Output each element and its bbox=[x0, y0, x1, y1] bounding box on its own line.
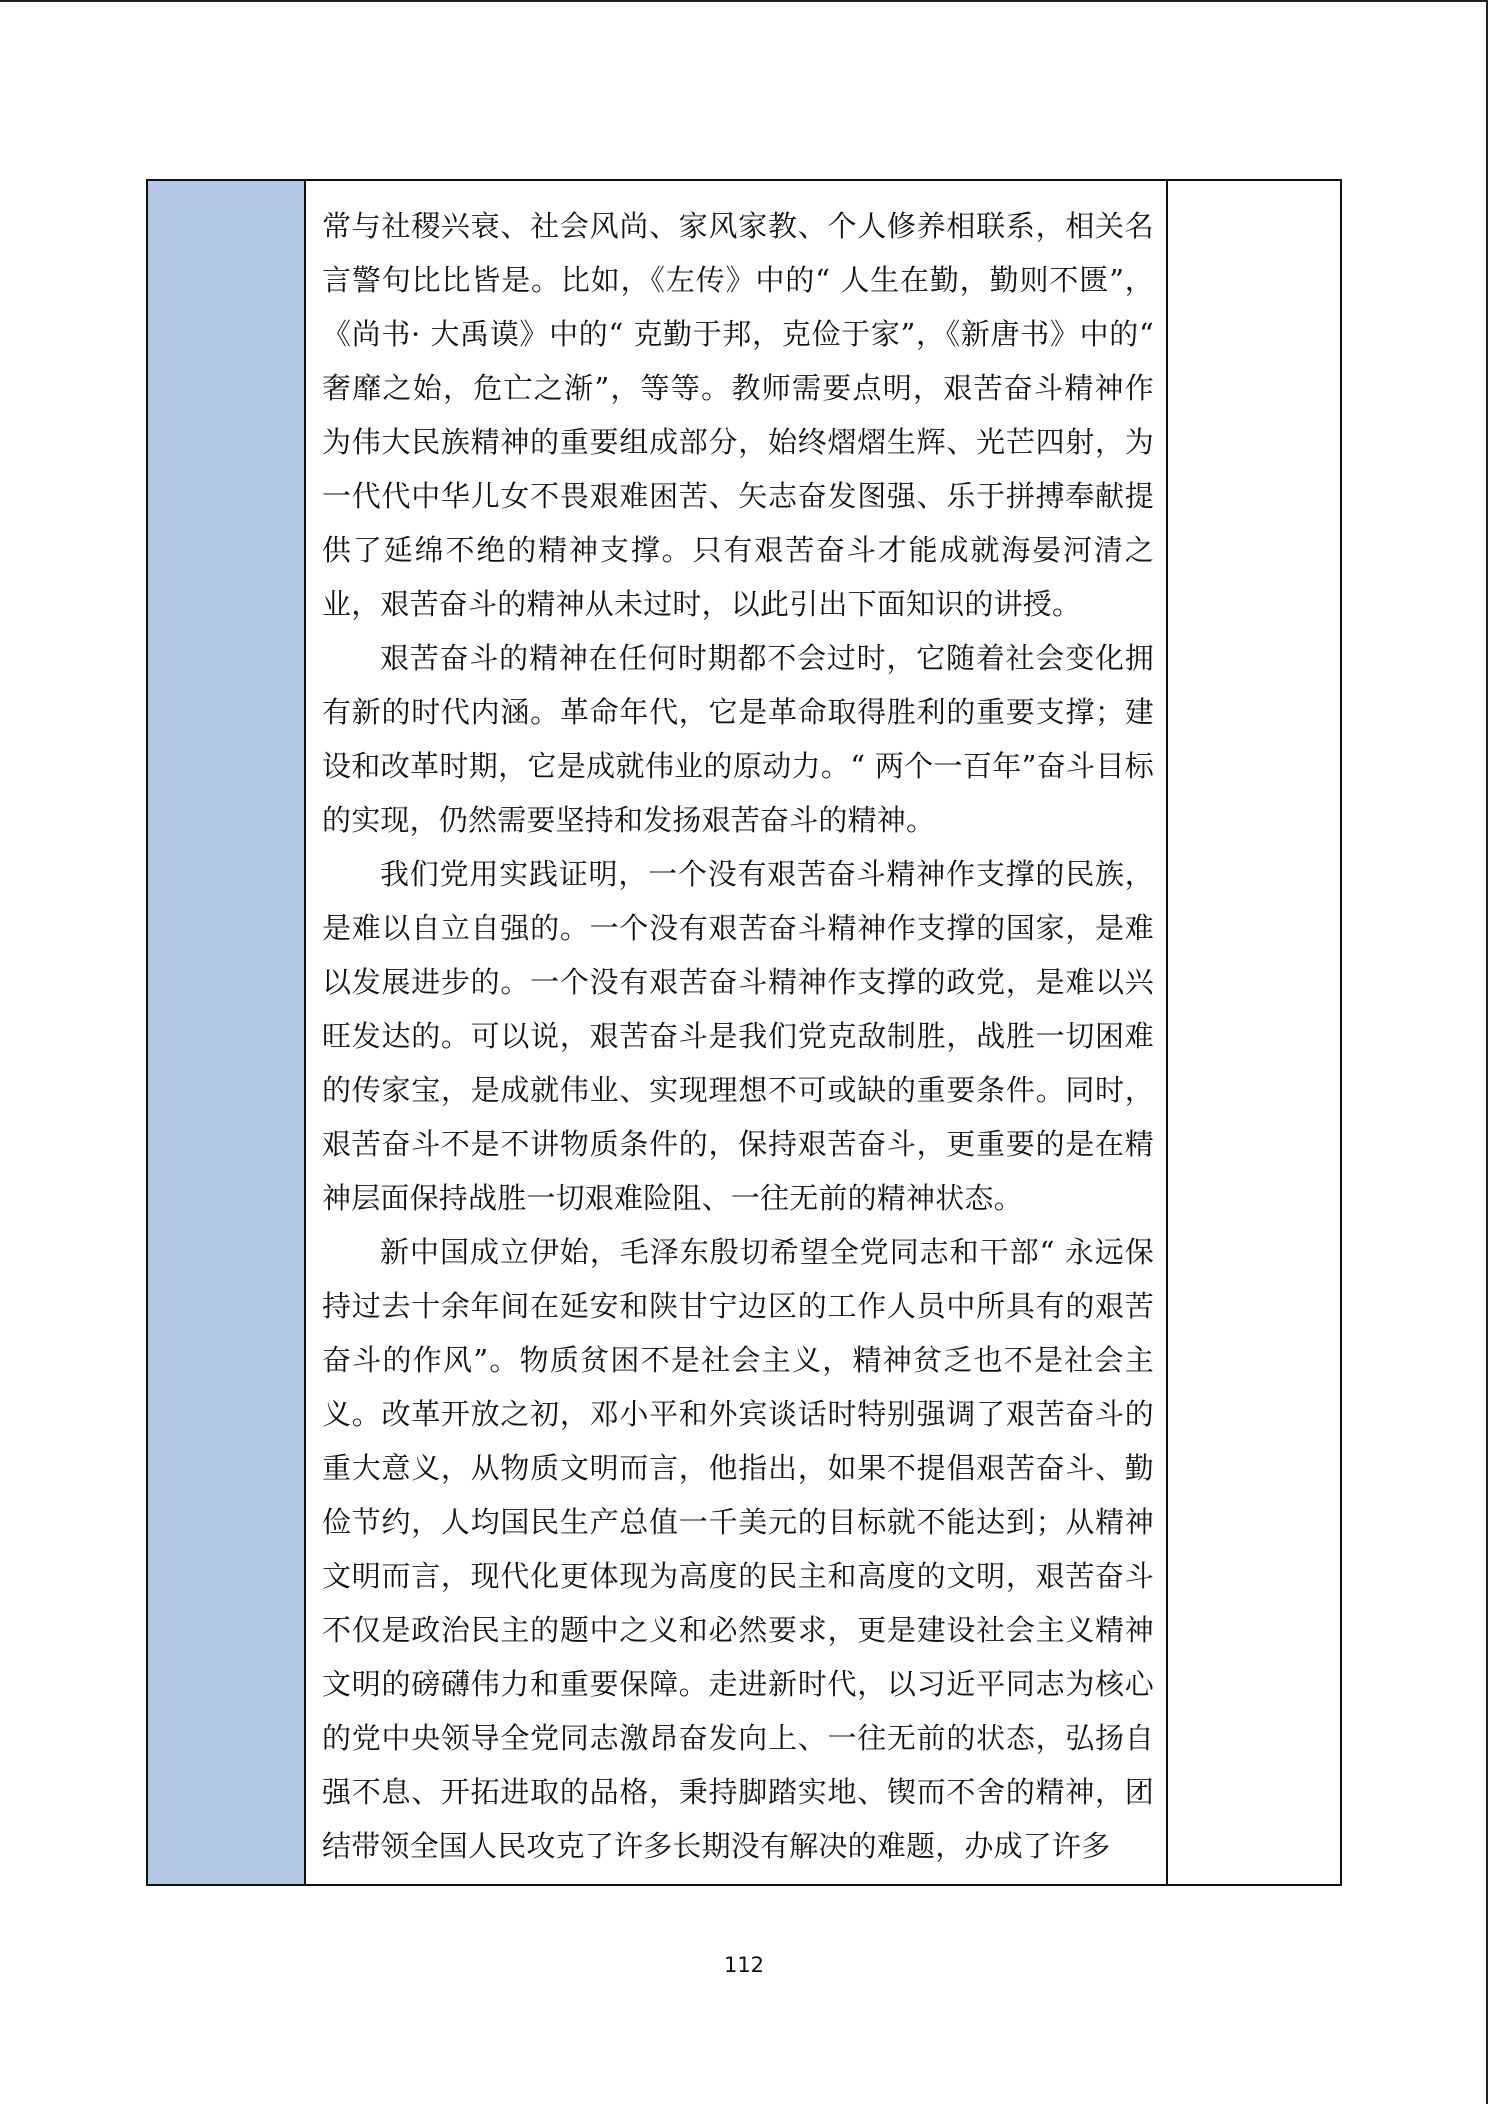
paragraph: 艰苦奋斗的精神在任何时期都不会过时，它随着社会变化拥有新的时代内涵。革命年代，它是革命取得胜利的重要支撑；建设和改革时期，它是成就伟业的原动力。“ 两个一百年”奋斗目标的实现，仍然需要坚持和发扬艰苦奋斗的精神。 bbox=[322, 641, 1154, 837]
page-number: 112 bbox=[723, 1953, 765, 1977]
paragraph: 新中国成立伊始，毛泽东殷切希望全党同志和干部“ 永远保持过去十余年间在延安和陕甘宁边区的工作人员中所具有的艰苦奋斗的作风”。物质贫困不是社会主义，精神贫乏也不是社会主义。改革开放之初，邓小平和外宾谈话时特别强调了艰苦奋斗的重大意义，从物质文明而言，他指出，如果不提倡艰苦奋斗、勤俭节约，人均国民生产总值一千美元的目标就不能达到；从精神文明而言，现代化更体现为高度的民主和高度的文明，艰苦奋斗不仅是政治民主的题中之义和必然要求，更是建设社会主义精神文明的磅礴伟力和重要保障。走进新时代，以习近平同志为核心的党中央领导全党同志激昂奋发向上、一往无前的状态，弘扬自强不息、开拓进取的品格，秉持脚踏实地、锲而不舍的精神，团结带领全国人民攻克了许多长期没有解决的难题，办成了许多 bbox=[322, 1235, 1154, 1863]
page-top-border bbox=[0, 0, 1488, 2]
section-label-column bbox=[148, 181, 306, 1884]
notes-column bbox=[1168, 181, 1340, 1884]
paragraph: 我们党用实践证明，一个没有艰苦奋斗精神作支撑的民族，是难以自立自强的。一个没有艰苦奋斗精神作支撑的国家，是难以发展进步的。一个没有艰苦奋斗精神作支撑的政党，是难以兴旺发达的。可以说，艰苦奋斗是我们党克敌制胜，战胜一切困难的传家宝，是成就伟业、实现理想不可或缺的重要条件。同时，艰苦奋斗不是不讲物质条件的，保持艰苦奋斗，更重要的是在精神层面保持战胜一切艰难险阻、一往无前的精神状态。 bbox=[322, 857, 1154, 1215]
content-column bbox=[306, 181, 1168, 1884]
paragraph-continued: 常与社稷兴衰、社会风尚、家风家教、个人修养相联系，相关名言警句比比皆是。比如，《左传》中的“ 人生在勤，勤则不匮”，《尚书· 大禹谟》中的“ 克勤于邦，克俭于家”，《新唐书》中的“ 奢靡之始，危亡之渐”，等等。教师需要点明，艰苦奋斗精神作为伟大民族精神的重要组成部分，始终熠熠生辉、光芒四射，为一代代中华儿女不畏艰难困苦、矢志奋发图强、乐于拼搏奉献提供了延绵不绝的精神支撑。只有艰苦奋斗才能成就海晏河清之业，艰苦奋斗的精神从未过时，以此引出下面知识的讲授。 bbox=[322, 209, 1154, 621]
lesson-plan-table bbox=[146, 179, 1342, 1886]
